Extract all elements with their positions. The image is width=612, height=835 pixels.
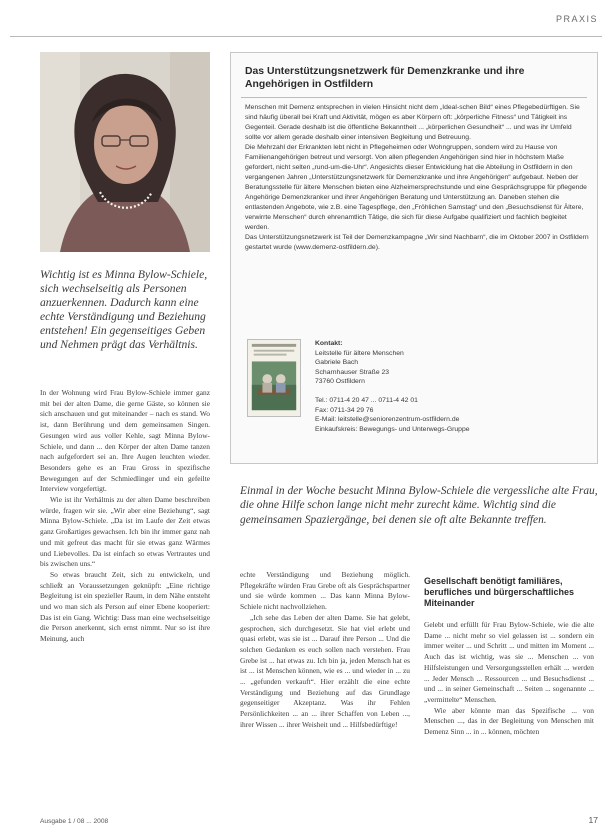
middle-column-text bbox=[240, 570, 410, 731]
secondary-pull-quote: Einmal in der Woche besucht Minna Bylow-Schiele die vergessliche alte Frau, die ohne Hilfe schon lange nicht mehr zurecht käme. Wichtig sind die gemeinsamen Spaziergänge, bei denen sie oft alte Bekannte treffen. bbox=[240, 485, 598, 526]
left-paragraph: So etwas braucht Zeit, sich zu entwickeln, und schließt an Voraussetzungen geknüpft: „Eine richtige Begleitung ist ein spezieller Raum, in dem Nähe entsteht und wo man sich als Person auf einer Ebene kooperiert: Das ist ein Gang. Wichtig: Dass man eine wechselseitige die Person anerkennt, sich ernst nimmt. Nur so ist ihre Meinung, auch bbox=[40, 569, 210, 644]
middle-paragraph: „Ich sehe das Leben der alten Dame. Sie hat gelebt, gesprochen, sich durchgesetzt. Sie hat viel erlebt und quasi erlebt, was sie ist ... Darauf ihre Person ... Und die solchen Gedanken es euch sollen nach verstehen. Frau Grebe ist ... hat etwas zu. Ich bin ja, jeden Mensch hat es ist ... ist Menschen können, wie es ... und wieder in ... zu ... „gefunden verkauft“. Hier erzählt die eine echte Verständigung und Beziehung auf das Grundlage gegenseitiger Akzeptanz. Was ihr Fehlen Persönlichkeiten ... an ... ihrer Schaffen von Leben ..., ihrer Wissen ... ihrer Weisheit und ... Hilfsbedürftige! bbox=[240, 612, 410, 729]
right-column-text bbox=[424, 620, 594, 738]
contact-block bbox=[315, 339, 575, 434]
contact-line: Leitstelle für ältere Menschen bbox=[315, 349, 404, 357]
header-divider bbox=[10, 36, 602, 37]
info-box bbox=[230, 52, 598, 464]
info-box-title: Das Unterstützungsnetzwerk für Demenzkranke und ihre Angehörigen in Ostfildern bbox=[245, 66, 525, 90]
right-paragraph: Gelebt und erfüllt für Frau Bylow-Schiele, wie die alte Dame ... nicht mehr so viel gelassen ist ... sondern ein immer weiter ... und Schritt ... und mitten im Moment ... Auch das ist wichtig, was sie ... Menschen ... von Hilfsleistungen und Versorgungsstellen erhält ... werden ... Jeder Mensch ... Ressourcen ... und Besuchsdienst ... und ... in seiner Gemeinschaft ... Seiten ... sogenannte ... „vermittelte“ Menschen. bbox=[424, 620, 594, 704]
portrait-photo bbox=[40, 52, 210, 252]
book-cover-image bbox=[247, 339, 301, 417]
right-paragraph: Wie aber könnte man das Spezifische ... von Menschen ..., das in der Begleitung von Menschen mit Demenz Sinn ... in ... können, möchten bbox=[424, 705, 594, 737]
section-label: PRAXIS bbox=[555, 14, 598, 24]
right-column-heading: Gesellschaft benötigt familiäres, berufliches und bürgerschaftliches Miteinander bbox=[424, 576, 575, 608]
info-box-paragraph: Menschen mit Demenz entsprechen in vielen Hinsicht nicht dem „Ideal-schen Bild“ eines Pflegebedürftigen. Sie sind häufig überall bei Kraft und Aktivität, mögen es aber Körpern oft: „körperliche Fitness“ und Tätigkeit ins Gegenteil. Gerade deshalb ist die öffentliche Bekanntheit ... „körperlichen Gesundheit“ ... und was ihr Umfeld sollte vor allem gerade deshalb einer intensiven Begleitung und Betreuung. bbox=[245, 104, 580, 141]
info-box-body bbox=[245, 103, 589, 253]
left-paragraph: Wie ist ihr Verhältnis zu der alten Dame beschreiben würde, fragen wir sie. „Wir aber eine Beziehung“, sagt Minna Bylow-Schiele. „Da ist im Laufe der Zeit etwas ganz Großartiges gewachsen. Ich bin ihr immer ganz nah und mit gefreut das macht für sie etwas ganz Wärmes und Liebevolles. Da ist einfach so etwas Vertrautes und bis zwischen uns.“ bbox=[40, 495, 210, 569]
middle-paragraph: echte Verständigung und Beziehung möglich. Pflegekräfte würden Frau Grebe oft als Gesprächspartner und sie würde kommen ... Das kann Minna Bylow-Schiele nicht nachvollziehen. bbox=[240, 570, 410, 612]
info-box-paragraph: Das Unterstützungsnetzwerk ist Teil der Demenzkampagne „Wir sind Nachbarn“, die im Oktober 2007 in Ostfildern gestartet wurde (www.demenz-ostfildern.de). bbox=[245, 234, 589, 251]
pull-quote: Wichtig ist es Minna Bylow-Schiele, sich wechselseitig als Personen anzuerkennen. Dadurch kann eine echte Verständigung und Beziehung entstehen! Ein gegenseitiges Geben und Nehmen prägt das Verhältnis. bbox=[40, 268, 208, 351]
contact-line: Scharnhauser Straße 23 bbox=[315, 368, 390, 376]
page-number: 17 bbox=[588, 815, 598, 825]
contact-line: 73760 Ostfildern bbox=[315, 378, 365, 386]
contact-spacer bbox=[315, 387, 575, 396]
contact-fax: Fax: 0711-34 29 76 bbox=[315, 406, 374, 414]
issue-info: Ausgabe 1 / 08 ... 2008 bbox=[40, 818, 109, 825]
contact-email: E-Mail: leitstelle@seniorenzentrum-ostfildern.de bbox=[315, 416, 460, 424]
contact-line: Einkaufskreis: Bewegungs- und Unterwegs-Gruppe bbox=[315, 425, 470, 433]
info-box-divider bbox=[241, 97, 587, 98]
contact-line: Gabriele Bach bbox=[315, 359, 359, 367]
contact-heading: Kontakt: bbox=[315, 340, 343, 347]
left-paragraph: In der Wohnung wird Frau Bylow-Schiele immer ganz mit bei der alten Dame, die gerne Gäste, so können sie sich anschauen und gut miteinander – nach es stand. Wo ist, dann Berührung und dem gemeinsamen Singen. Gesungen wird aus voller Kehle, sagt Minna Bylow-Schiele, und dann ... den Körper der alten Dame tanzen nach aufgefordert sei an. Ihre Augen leuchten wieder. Besonders gehe es an Frau Gross in spezifische Bewegungen auf der Schmiedlinger und ein gefeilte Interview vorgefertigt. bbox=[40, 388, 210, 494]
contact-phone: Tel.: 0711-4 20 47 ... 0711-4 42 01 bbox=[315, 396, 418, 404]
left-column-text bbox=[40, 388, 210, 645]
info-box-paragraph: Die Mehrzahl der Erkrankten lebt nicht in Pflegeheimen oder Wohngruppen, sondern wird zu Hause von Familienangehörigen betreut und versorgt. Von allen pflegenden Angehörigen sind hier in höchstem Maße gefordert, nicht selten „rund-um-die-Uhr“. Angesichts dieser Entwicklung hat die Abteilung in Ostfildern in den vergangenen Jahren „Unterstützungsnetzwerk für Demenzkranke und ihre Angehörigen“ aufgebaut. Neben der Beratungsstelle für ältere Menschen bieten eine Alzheimersprechstunde und eine Gesprächsgruppe für pflegende Angehörige Demenzkranker und ihrer Angehörigen Beratung und Unterstützung an. Daneben stehen die entlastenden Angebote, wie z.B. eine Tagespflege, den „Fröhlichen Samstag“ und den „Besuchsdienst für Ältere, verwirrte Menschen“ durch ehrenamtlich Tätige, die sich für diese Aufgabe qualifiziert und fachlich begleitet werden. bbox=[245, 144, 587, 231]
